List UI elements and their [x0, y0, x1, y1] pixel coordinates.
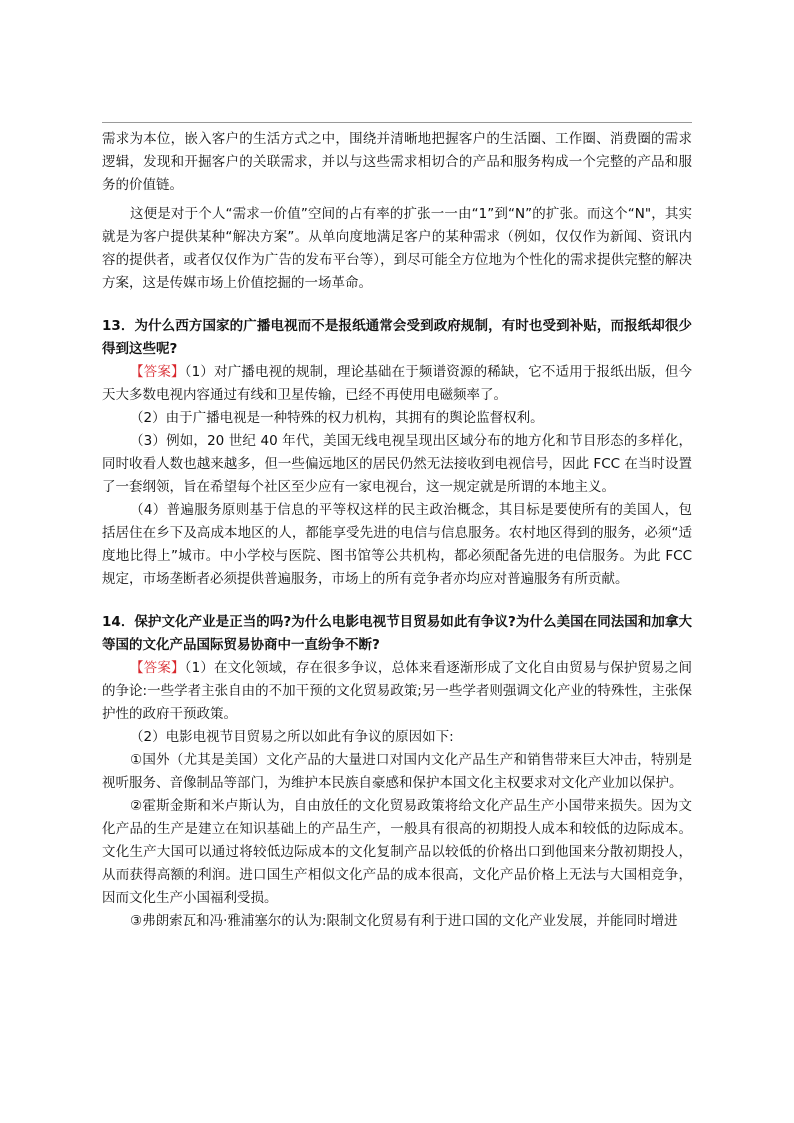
- question-14: 14．保护文化产业是正当的吗?为什么电影电视节目贸易如此有争议?为什么美国在同法国和加拿大等国的文化产品国际贸易协商中一直纷争不断?: [102, 614, 692, 653]
- answer-tag: 【答案】: [130, 364, 185, 380]
- q13-answer-1-text: （1）对广播电视的规制，理论基础在于频谱资源的稀缺，它不适用于报纸出版，但今天大多数电视内容通过有线和卫星传输，已经不再使用电磁频率了。: [102, 364, 693, 403]
- q14-answer-4: ②霍斯金斯和米卢斯认为，自由放任的文化贸易政策将给文化产品生产小国带来损失。因为文化产品的生产是建立在知识基础上的产品生产，一般具有很高的初期投人成本和较低的边际成本。文化生产大国可以通过将较低边际成本的文化复制产品以较低的价格出口到他国来分散初期投人，从而获得高额的利润。进口国生产相似文化产品的成本很高，文化产品价格上无法与大国相竞争，因而文化生产小国福利受损。: [102, 798, 692, 906]
- q14-answer-2: （2）电影电视节目贸易之所以如此有争议的原因如下:: [130, 729, 454, 745]
- q14-answer-1: [102, 657, 692, 726]
- answer-tag: 【答案】: [130, 660, 185, 676]
- q13-answer-2: （2）由于广播电视是一种特殊的权力机构，其拥有的舆论监督权利。: [130, 410, 544, 426]
- q13-answer-3: （3）例如，20 世纪 40 年代，美国无线电视呈现出区域分布的地方化和节目形态的多样化，同时收看人数也越来越多，但一些偏远地区的居民仍然无法接收到电视信号，因此 FCC 在当时设置了一套纲领，旨在希望每个社区至少应有一家电视台，这一规定就是所谓的本地主义。: [102, 433, 692, 495]
- q14-answer-3: ①国外（尤其是美国）文化产品的大量进口对国内文化产品生产和销售带来巨大冲击，特别是视听服务、音像制品等部门，为维护本民族自豪感和保护本国文化主权要求对文化产业加以保护。: [102, 752, 692, 791]
- question-13: 13．为什么西方国家的广播电视而不是报纸通常会受到政府规制，有时也受到补贴，而报纸却很少得到这些呢?: [102, 318, 692, 357]
- header-rule: [102, 122, 692, 123]
- intro-paragraph-1: 需求为本位，嵌入客户的生活方式之中，围绕并清晰地把握客户的生活圈、工作圈、消费圈的需求逻辑，发现和开掘客户的关联需求，并以与这些需求相切合的产品和服务构成一个完整的产品和服务的价值链。: [102, 131, 692, 193]
- document-page: [102, 128, 692, 933]
- q13-answer-4: （4）普遍服务原则基于信息的平等权这样的民主政治概念，其目标是要使所有的美国人，包括居住在乡下及高成本地区的人，都能享受先进的电信与信息服务。农村地区得到的服务，必须“适度地比得上”城市。中小学校与医院、图书馆等公共机构，都必须配备先进的电信服务。为此 FCC 规定，市场垄断者必须提供普遍服务，市场上的所有竞争者亦均应对普遍服务有所贡献。: [102, 502, 692, 587]
- q14-answer-5: ③弗朗索瓦和冯·雅浦塞尔的认为:限制文化贸易有利于进口国的文化产业发展，并能同时增进: [130, 913, 678, 929]
- q13-answer-1: [102, 361, 692, 407]
- q14-answer-1-text: （1）在文化领域，存在很多争议，总体来看逐渐形成了文化自由贸易与保护贸易之间的争论:一些学者主张自由的不加干预的文化贸易政策;另一些学者则强调文化产业的特殊性，主张保护性的政府干预政策。: [102, 660, 693, 722]
- intro-paragraph-2: 这便是对于个人“需求一价值”空间的占有率的扩张一一由“1”到“N”的扩张。而这个“N"，其实就是为客户提供某种“解决方案”。从单向度地满足客户的某种需求（例如，仅仅作为新闻、资讯内容的提供者，或者仅仅作为广告的发布平台等），到尽可能全方位地为个性化的需求提供完整的解决方案，这是传媒市场上价值挖掘的一场革命。: [102, 206, 692, 291]
